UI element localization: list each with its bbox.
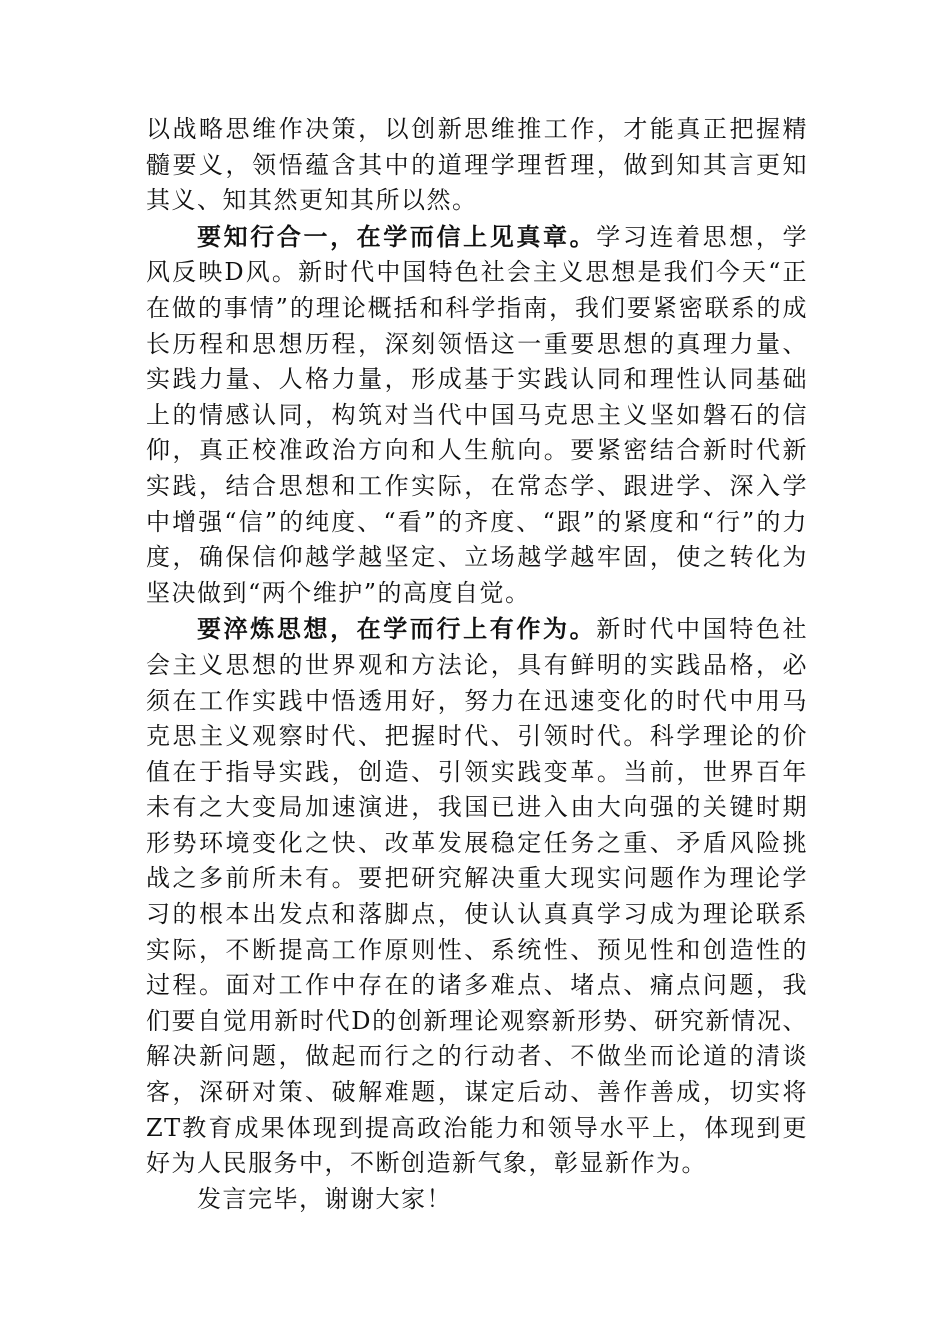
- document-body: [146, 112, 808, 1217]
- closing-remark: [146, 1182, 808, 1218]
- paragraph-text: 以战略思维作决策，以创新思维推工作，才能真正把握精髓要义，领悟蕴含其中的道理学理哲理，做到知其言更知其义、知其然更知其所以然。: [146, 115, 808, 215]
- paragraph-cuilian-sixiang: [146, 611, 808, 1182]
- paragraph-zhixingheyi: [146, 219, 808, 612]
- paragraph-continuation: [146, 112, 808, 219]
- paragraph-text: 学习连着思想，学风反映D风。新时代中国特色社会主义思想是我们今天“正在做的事情”的理论概括和科学指南，我们要紧密联系的成长历程和思想历程，深刻领悟这一重要思想的真理力量、实践力量、人格力量，形成基于实践认同和理性认同基础上的情感认同，构筑对当代中国马克思主义坚如磐石的信仰，真正校准政治方向和人生航向。要紧密结合新时代新实践，结合思想和工作实际，在常态学、跟进学、深入学中增强“信”的纯度、“看”的齐度、“跟”的紧度和“行”的力度，确保信仰越学越坚定、立场越学越牢固，使之转化为坚决做到“两个维护”的高度自觉。: [146, 222, 809, 607]
- paragraph-lead-heading: 要知行合一，在学而信上见真章。: [197, 221, 597, 251]
- paragraph-lead-heading: 要淬炼思想，在学而行上有作为。: [197, 614, 597, 644]
- paragraph-text: 新时代中国特色社会主义思想的世界观和方法论，具有鲜明的实践品格，必须在工作实践中悟透用好，努力在迅速变化的时代中用马克思主义观察时代、把握时代、引领时代。科学理论的价值在于指导实践，创造、引领实践变革。当前，世界百年未有之大变局加速演进，我国已进入由大向强的关键时期形势环境变化之快、改革发展稳定任务之重、矛盾风险挑战之多前所未有。要把研究解决重大现实问题作为理论学习的根本出发点和落脚点，使认认真真学习成为理论联系实际，不断提高工作原则性、系统性、预见性和创造性的过程。面对工作中存在的诸多难点、堵点、痛点问题，我们要自觉用新时代D的创新理论观察新形势、研究新情况、解决新问题，做起而行之的行动者、不做坐而论道的清谈客，深研对策、破解难题，谋定后动、善作善成，切实将ZT教育成果体现到提高政治能力和领导水平上，体现到更好为人民服务中，不断创造新气象，彰显新作为。: [146, 615, 809, 1178]
- paragraph-text: 发言完毕，谢谢大家！: [197, 1184, 452, 1213]
